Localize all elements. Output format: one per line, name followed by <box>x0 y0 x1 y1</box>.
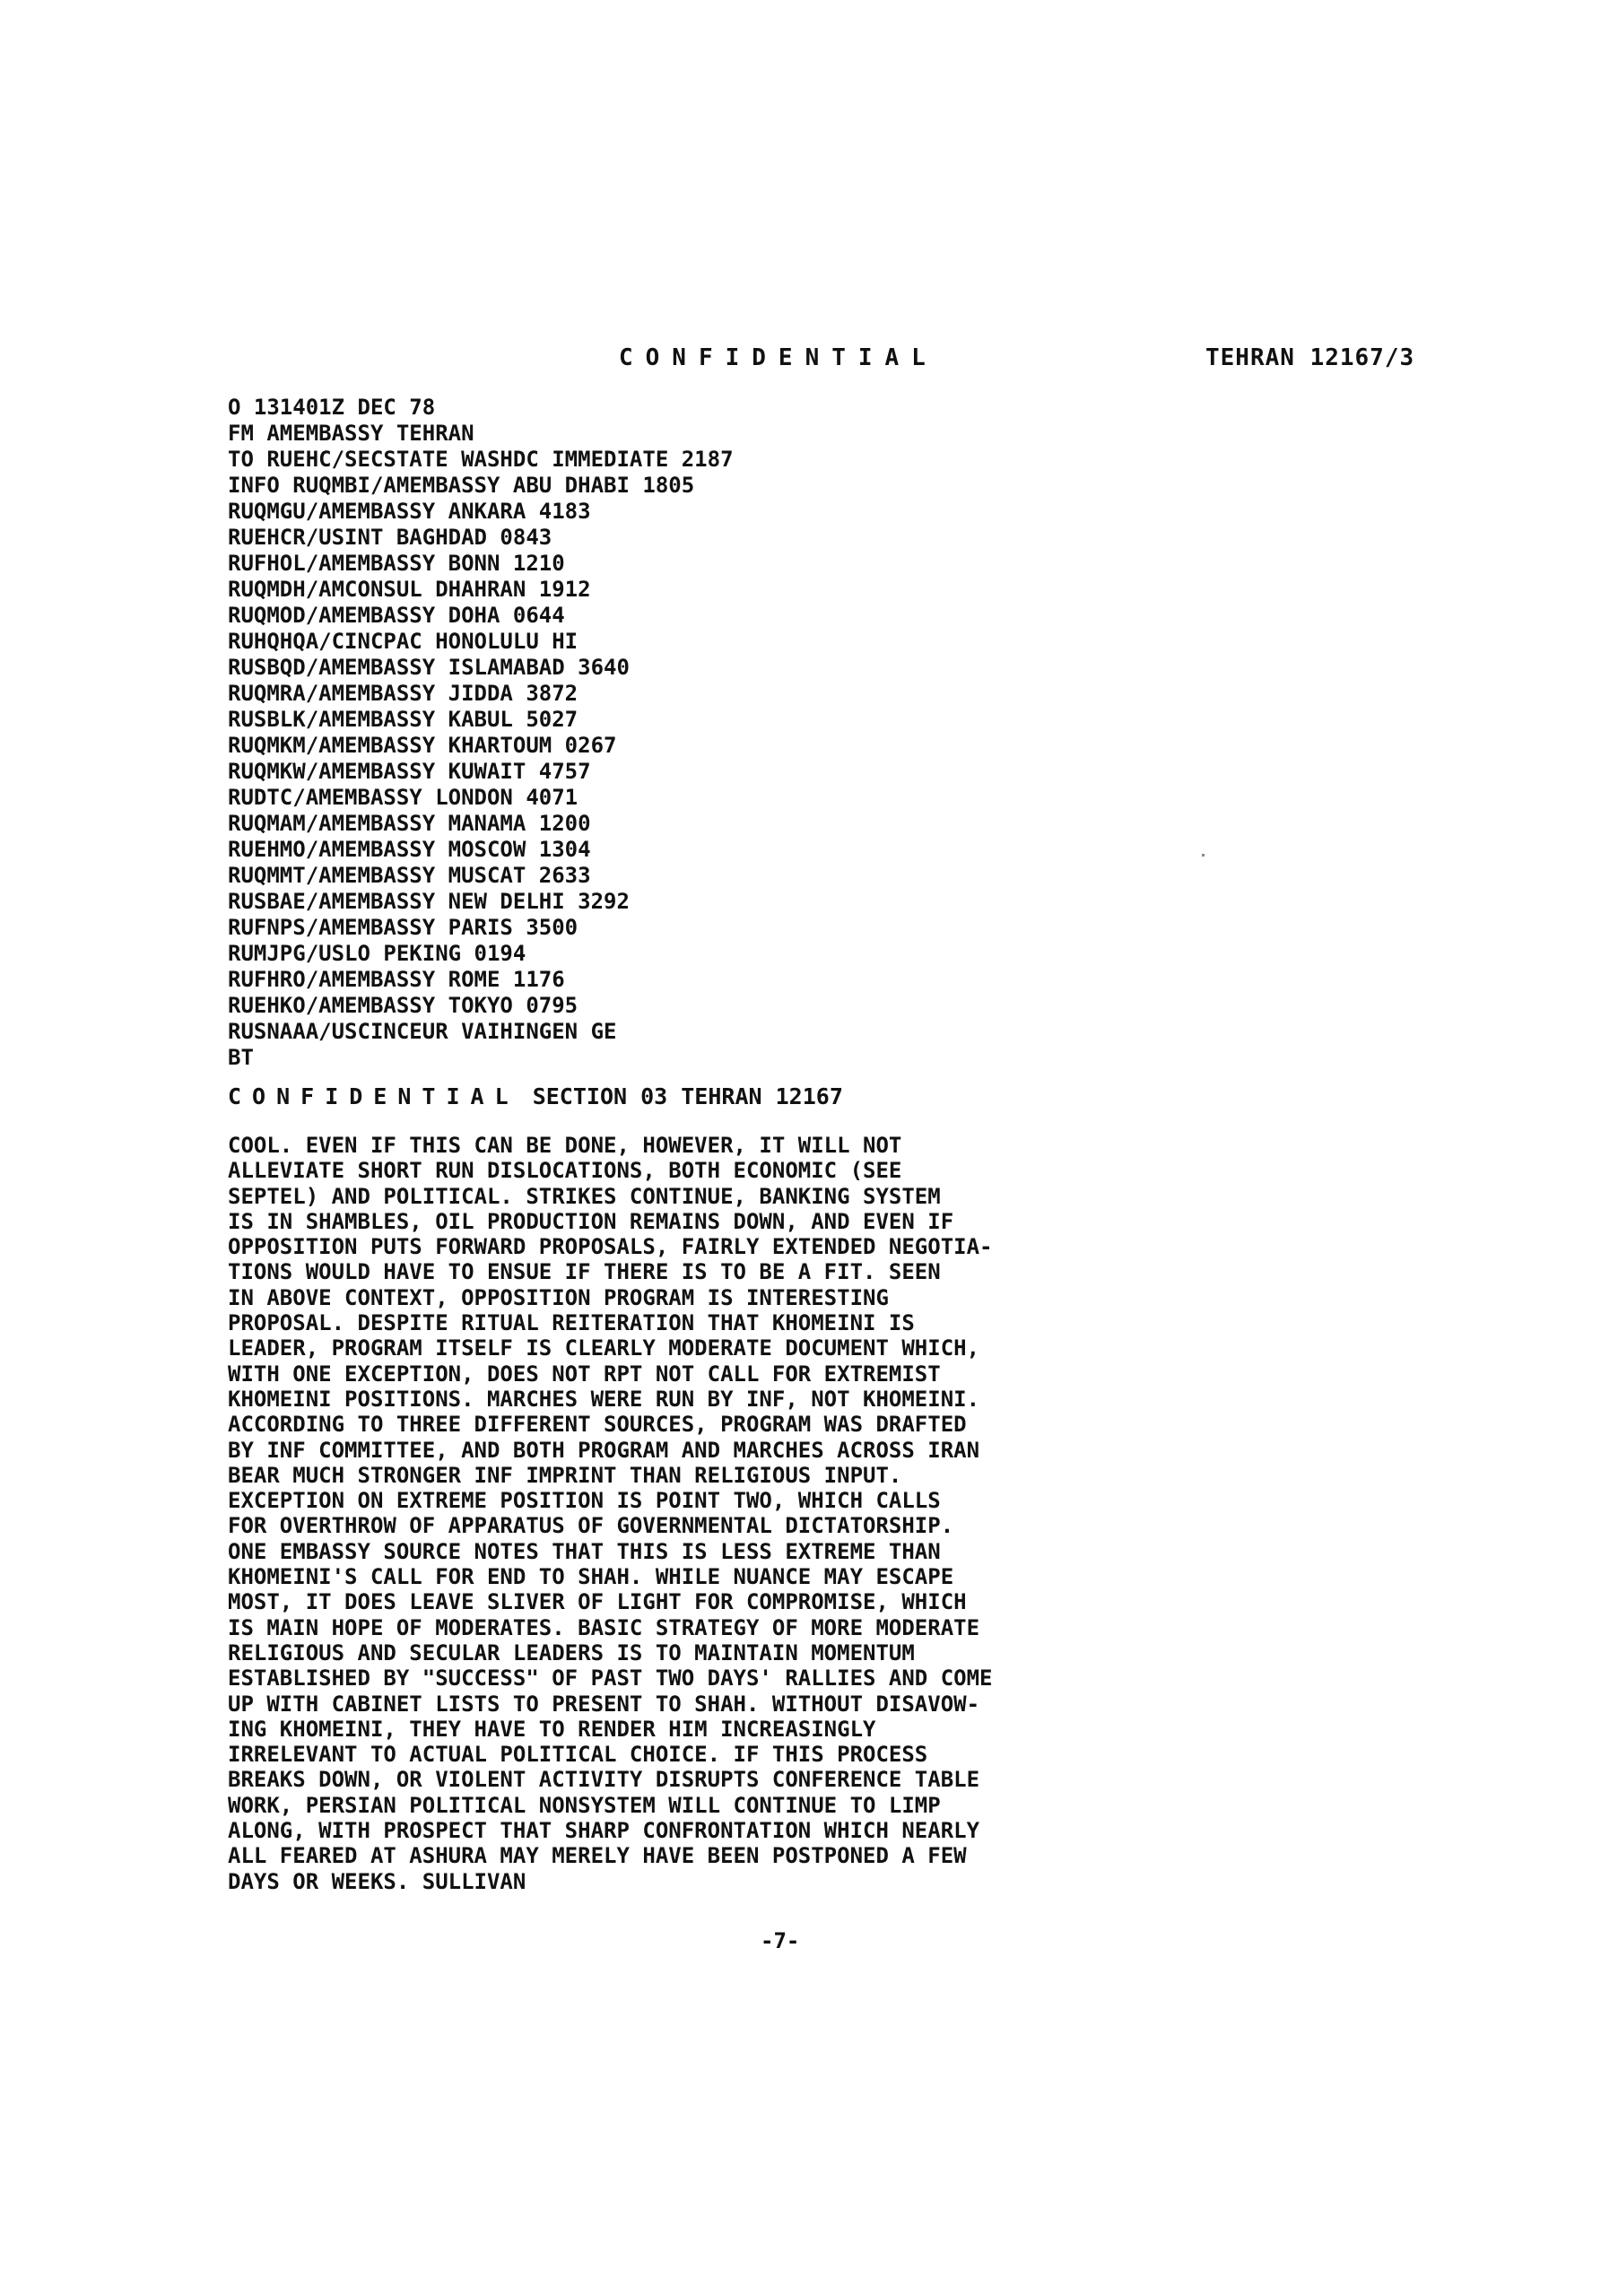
addressee-line: RUQMKM/AMEMBASSY KHARTOUM 0267 <box>228 733 617 758</box>
body-line: KHOMEINI POSITIONS. MARCHES WERE RUN BY INF, NOT KHOMEINI. <box>228 1386 980 1412</box>
addressee-line: RUMJPG/USLO PEKING 0194 <box>228 941 526 966</box>
break-marker: BT <box>228 1045 254 1070</box>
body-line: BREAKS DOWN, OR VIOLENT ACTIVITY DISRUPTS CONFERENCE TABLE <box>228 1767 980 1793</box>
body-line: ONE EMBASSY SOURCE NOTES THAT THIS IS LESS EXTREME THAN <box>228 1538 941 1564</box>
addressee-line: RUQMKW/AMEMBASSY KUWAIT 4757 <box>228 759 591 784</box>
body-line: KHOMEINI'S CALL FOR END TO SHAH. WHILE NUANCE MAY ESCAPE <box>228 1564 954 1590</box>
body-line: IS IN SHAMBLES, OIL PRODUCTION REMAINS DOWN, AND EVEN IF <box>228 1208 954 1234</box>
addressee-line: RUQMRA/AMEMBASSY JIDDA 3872 <box>228 681 578 706</box>
addressee-line: RUHQHQA/CINCPAC HONOLULU HI <box>228 629 578 654</box>
body-line: RELIGIOUS AND SECULAR LEADERS IS TO MAINTAIN MOMENTUM <box>228 1639 915 1665</box>
addressee-line: RUQMGU/AMEMBASSY ANKARA 4183 <box>228 499 591 524</box>
addressee-line: RUFHOL/AMEMBASSY BONN 1210 <box>228 551 565 576</box>
body-line: OPPOSITION PUTS FORWARD PROPOSALS, FAIRLY EXTENDED NEGOTIA- <box>228 1234 993 1260</box>
addressee-line: RUEHMO/AMEMBASSY MOSCOW 1304 <box>228 837 591 862</box>
to-line: TO RUEHC/SECSTATE WASHDC IMMEDIATE 2187 <box>228 447 734 472</box>
body-line: ALLEVIATE SHORT RUN DISLOCATIONS, BOTH ECONOMIC (SEE <box>228 1158 902 1184</box>
body-line: WORK, PERSIAN POLITICAL NONSYSTEM WILL CONTINUE TO LIMP <box>228 1792 941 1818</box>
cable-body <box>228 1133 993 1894</box>
addressee-line: RUSBLK/AMEMBASSY KABUL 5027 <box>228 707 578 732</box>
body-line: LEADER, PROGRAM ITSELF IS CLEARLY MODERATE DOCUMENT WHICH, <box>228 1335 980 1361</box>
body-line: IN ABOVE CONTEXT, OPPOSITION PROGRAM IS INTERESTING <box>228 1284 889 1310</box>
from-line: FM AMEMBASSY TEHRAN <box>228 421 474 446</box>
body-line: FOR OVERTHROW OF APPARATUS OF GOVERNMENTAL DICTATORSHIP. <box>228 1513 954 1539</box>
body-line: ACCORDING TO THREE DIFFERENT SOURCES, PROGRAM WAS DRAFTED <box>228 1412 967 1438</box>
body-line: SEPTEL) AND POLITICAL. STRIKES CONTINUE, BANKING SYSTEM <box>228 1183 941 1209</box>
body-line: TIONS WOULD HAVE TO ENSUE IF THERE IS TO BE A FIT. SEEN <box>228 1259 941 1285</box>
body-line: COOL. EVEN IF THIS CAN BE DONE, HOWEVER, IT WILL NOT <box>228 1133 902 1158</box>
addressee-line: RUSNAAA/USCINCEUR VAIHINGEN GE <box>228 1019 617 1044</box>
body-line: ESTABLISHED BY "SUCCESS" OF PAST TWO DAYS' RALLIES AND COME <box>228 1665 993 1692</box>
section-number: SECTION 03 TEHRAN 12167 <box>532 1083 843 1109</box>
addressee-line: RUFNPS/AMEMBASSY PARIS 3500 <box>228 915 578 940</box>
body-line: BY INF COMMITTEE, AND BOTH PROGRAM AND MARCHES ACROSS IRAN <box>228 1437 980 1463</box>
addressee-line: RUSBAE/AMEMBASSY NEW DELHI 3292 <box>228 889 630 914</box>
section-classification: CONFIDENTIAL <box>228 1083 519 1109</box>
addressee-line: RUFHRO/AMEMBASSY ROME 1176 <box>228 967 565 992</box>
body-line: ALONG, WITH PROSPECT THAT SHARP CONFRONTATION WHICH NEARLY <box>228 1818 980 1844</box>
addressee-line: RUEHCR/USINT BAGHDAD 0843 <box>228 525 552 550</box>
addressee-line: RUQMMT/AMEMBASSY MUSCAT 2633 <box>228 863 591 888</box>
addressee-line: RUQMAM/AMEMBASSY MANAMA 1200 <box>228 811 591 836</box>
body-line: MOST, IT DOES LEAVE SLIVER OF LIGHT FOR COMPROMISE, WHICH <box>228 1589 967 1615</box>
body-line: BEAR MUCH STRONGER INF IMPRINT THAN RELIGIOUS INPUT. <box>228 1462 902 1488</box>
body-line: PROPOSAL. DESPITE RITUAL REITERATION THAT KHOMEINI IS <box>228 1310 915 1336</box>
addressee-line: RUEHKO/AMEMBASSY TOKYO 0795 <box>228 993 578 1018</box>
signature-line: DAYS OR WEEKS. SULLIVAN <box>228 1868 526 1894</box>
body-line: ALL FEARED AT ASHURA MAY MERELY HAVE BEEN POSTPONED A FEW <box>228 1843 967 1869</box>
body-line: UP WITH CABINET LISTS TO PRESENT TO SHAH. WITHOUT DISAVOW- <box>228 1691 980 1717</box>
routing-block <box>228 395 734 1071</box>
body-line: IRRELEVANT TO ACTUAL POLITICAL CHOICE. IF THIS PROCESS <box>228 1742 928 1768</box>
body-line: IS MAIN HOPE OF MODERATES. BASIC STRATEGY OF MORE MODERATE <box>228 1614 980 1640</box>
addressee-line: RUQMDH/AMCONSUL DHAHRAN 1912 <box>228 577 591 602</box>
body-line: EXCEPTION ON EXTREME POSITION IS POINT TWO, WHICH CALLS <box>228 1488 941 1514</box>
body-line: WITH ONE EXCEPTION, DOES NOT RPT NOT CALL FOR EXTREMIST <box>228 1361 941 1387</box>
classification-header: CONFIDENTIAL <box>619 344 938 371</box>
dtg-line: O 131401Z DEC 78 <box>228 395 436 420</box>
info-line: INFO RUQMBI/AMEMBASSY ABU DHABI 1805 <box>228 473 695 498</box>
page-number: -7- <box>761 1928 800 1953</box>
addressee-line: RUQMOD/AMEMBASSY DOHA 0644 <box>228 603 565 628</box>
cable-reference: TEHRAN 12167/3 <box>1205 344 1415 371</box>
section-header <box>228 1083 843 1109</box>
addressee-line: RUSBQD/AMEMBASSY ISLAMABAD 3640 <box>228 655 630 680</box>
scan-speck <box>1202 854 1205 857</box>
addressee-line: RUDTC/AMEMBASSY LONDON 4071 <box>228 785 578 810</box>
body-line: ING KHOMEINI, THEY HAVE TO RENDER HIM INCREASINGLY <box>228 1716 876 1742</box>
